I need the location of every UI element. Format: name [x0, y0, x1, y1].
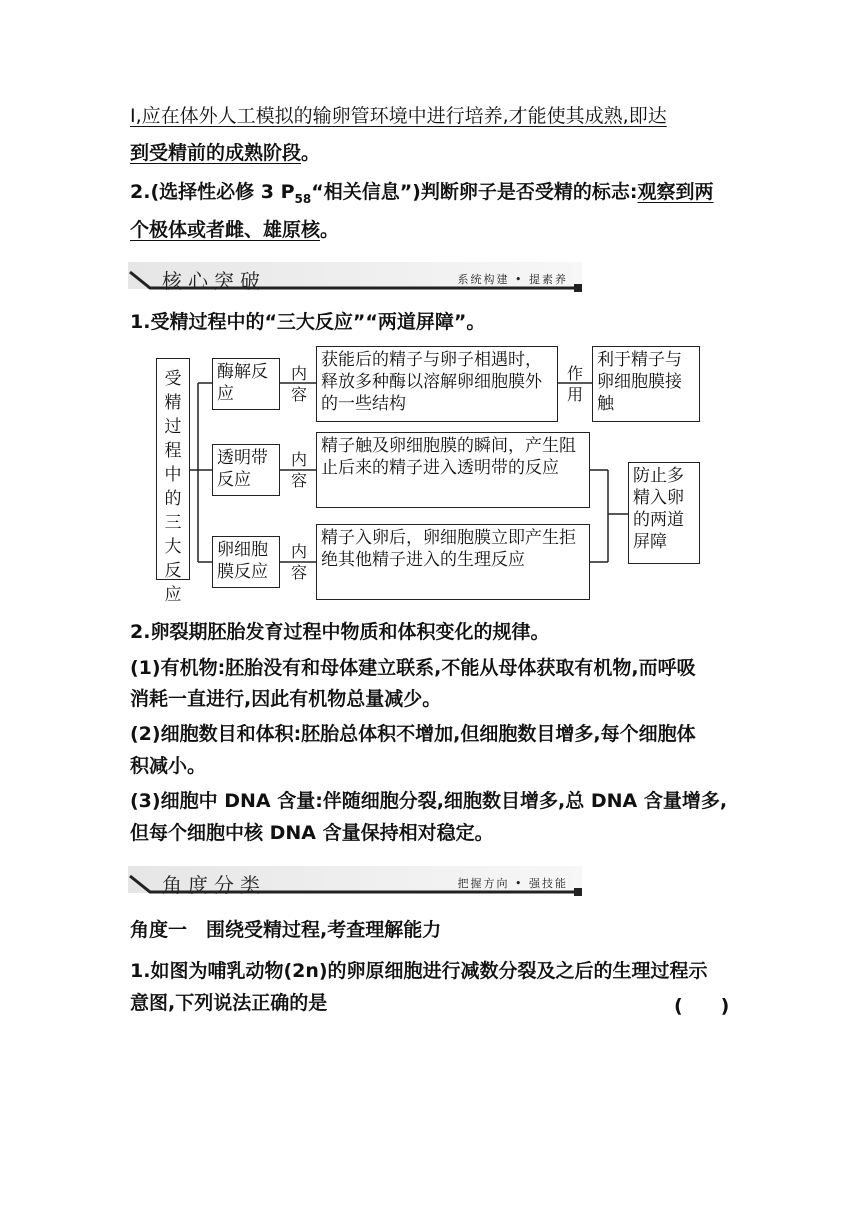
reaction-box-enzymatic: 酶解反应	[212, 358, 280, 410]
content-box-3: 精子入卵后，卵细胞膜立即产生拒绝其他精子进入的生理反应	[316, 524, 590, 600]
content-box-2: 精子触及卵细胞膜的瞬间，产生阻止后来的精子进入透明带的反应	[316, 432, 590, 508]
content-label-1: 内容	[290, 364, 307, 404]
point-1-line-2: 消耗一直进行,因此有机物总量减少。	[130, 688, 442, 710]
angle-title: 角度一 围绕受精过程,考查理解能力	[130, 919, 442, 941]
question-1-line-2: 意图,下列说法正确的是	[130, 992, 328, 1014]
banner-tag: 系统构建 • 提素养	[457, 273, 568, 286]
root-box	[156, 358, 190, 605]
banner-title: 核心突破	[162, 269, 266, 293]
effect-label: 作用	[566, 364, 583, 404]
point-1-line-1: (1)有机物:胚胎没有和母体建立联系,不能从母体获取有机物,而呼吸	[130, 657, 696, 679]
reaction-box-zona: 透明带反应	[212, 444, 280, 496]
point-3-line-1: (3)细胞中 DNA 含量:伴随细胞分裂,细胞数目增多,总 DNA 含量增多,	[130, 790, 728, 812]
point-2-line-2: 积减小。	[130, 755, 207, 777]
section-2-heading: 2.卵裂期胚胎发育过程中物质和体积变化的规律。	[130, 621, 550, 643]
effect-box: 利于精子与卵细胞膜接触	[592, 346, 700, 422]
question-2-line-2: 个极体或者雌、雄原核。	[130, 219, 340, 241]
question-1-line-1: 1.如图为哺乳动物(2n)的卵原细胞进行减数分裂及之后的生理过程示	[130, 960, 708, 982]
reaction-box-membrane: 卵细胞膜反应	[212, 536, 280, 588]
point-2-line-1: (2)细胞数目和体积:胚胎总体积不增加,但细胞数目增多,每个细胞体	[130, 723, 696, 745]
content-box-1: 获能后的精子与卵子相遇时，释放多种酶以溶解卵细胞膜外的一些结构	[316, 346, 558, 422]
text-line-2: 到受精前的成熟阶段。	[130, 142, 321, 164]
banner-tag: 把握方向 • 强技能	[457, 877, 568, 890]
point-3-line-2: 但每个细胞中核 DNA 含量保持相对稳定。	[130, 822, 494, 844]
answer-parentheses: ( )	[674, 995, 730, 1017]
section-banner-angle	[128, 866, 582, 896]
root-label: 受精过程中的三大反应	[164, 369, 182, 605]
content-label-3: 内容	[290, 542, 307, 582]
section-1-heading: 1.受精过程中的“三大反应”“两道屏障”。	[130, 311, 486, 333]
underlined-answer: Ⅰ,应在体外人工模拟的输卵管环境中进行培养,才能使其成熟,即达	[130, 105, 667, 127]
question-2-line-1: 2.(选择性必修 3 $P_{58}“$相关信息”)判断卵子是否受精的标志:观察到两	[130, 181, 714, 206]
banner-title: 角度分类	[162, 873, 266, 897]
barrier-box: 防止多精入卵的两道屏障	[628, 462, 700, 564]
content-label-2: 内容	[290, 450, 307, 490]
